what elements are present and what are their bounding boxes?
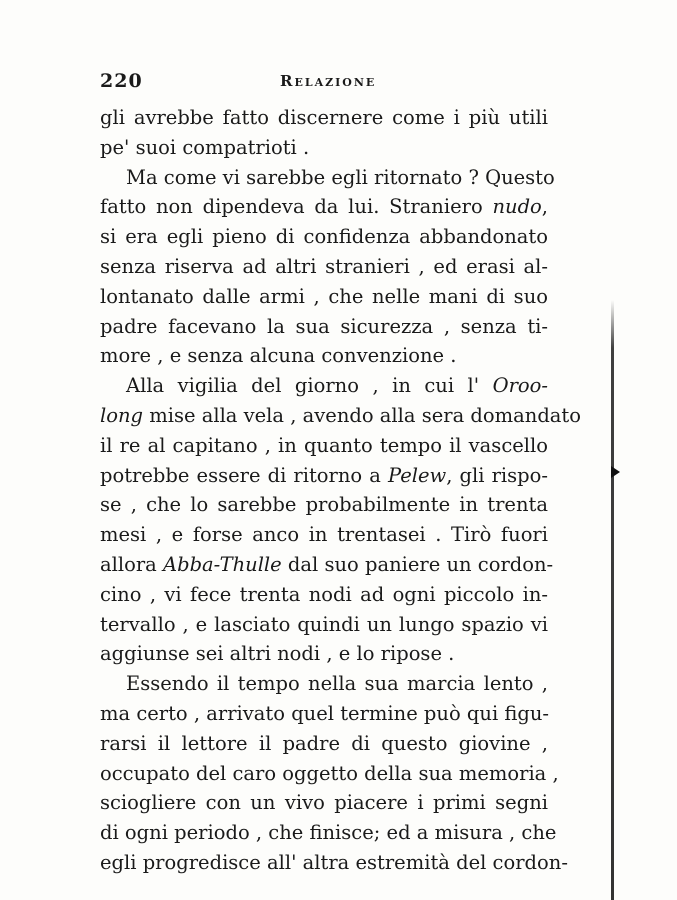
page-number: 220 bbox=[100, 70, 143, 92]
book-spine-shadow bbox=[611, 300, 614, 900]
text-segment: mesi , e forse anco in trentasei . Tirò fuori bbox=[100, 523, 548, 547]
text-line bbox=[100, 192, 548, 222]
text-line bbox=[100, 282, 548, 312]
text-line bbox=[100, 729, 548, 759]
text-line bbox=[100, 848, 568, 878]
running-head: Relazione bbox=[280, 72, 377, 90]
italic-text: long bbox=[100, 403, 144, 427]
text-segment: allora bbox=[100, 552, 163, 576]
text-line bbox=[100, 520, 548, 550]
italic-text: Abba-Thulle bbox=[163, 552, 282, 576]
text-segment: gli avrebbe fatto discernere come i più utili bbox=[100, 106, 548, 129]
text-segment: Ma come vi sarebbe egli ritornato ? Questo bbox=[126, 165, 555, 189]
text-segment: rarsi il lettore il padre di questo giovine , bbox=[100, 731, 548, 755]
text-line bbox=[100, 759, 559, 789]
text-segment: il re al capitano , in quanto tempo il vascello bbox=[100, 433, 548, 457]
text-segment: senza riserva ad altri stranieri , ed erasi al- bbox=[100, 254, 548, 278]
text-segment: aggiunse sei altri nodi , e lo ripose . bbox=[100, 642, 455, 666]
text-segment: di ogni periodo , che finisce; ed a misura , che bbox=[100, 821, 557, 845]
text-line bbox=[100, 133, 548, 163]
text-line bbox=[100, 610, 548, 640]
text-segment: si era egli pieno di confidenza abbandonato bbox=[100, 225, 548, 249]
text-line bbox=[100, 669, 548, 699]
text-segment: dal suo paniere un cordon- bbox=[281, 552, 554, 576]
text-segment: sciogliere con un vivo piacere i primi segni bbox=[100, 791, 548, 815]
text-segment: ma certo , arrivato quel termine può qui figu- bbox=[100, 701, 550, 725]
text-segment: lontanato dalle armi , che nelle mani di suo bbox=[100, 284, 548, 308]
body-text bbox=[100, 103, 582, 878]
text-segment: , bbox=[541, 195, 548, 219]
spine-mark-icon bbox=[611, 466, 620, 478]
text-line bbox=[100, 818, 557, 848]
text-segment: padre facevano la sua sicurezza , senza ti- bbox=[100, 314, 548, 338]
text-line bbox=[100, 431, 548, 461]
italic-text: Oroo- bbox=[492, 374, 548, 398]
italic-text: nudo bbox=[492, 195, 542, 219]
text-segment: Essendo il tempo nella sua marcia lento , bbox=[126, 672, 548, 696]
text-line bbox=[100, 639, 548, 669]
text-segment: , gli rispo- bbox=[446, 463, 548, 487]
text-line bbox=[100, 222, 548, 252]
text-line bbox=[100, 699, 548, 729]
text-segment: mise alla vela , avendo alla sera domandato bbox=[143, 403, 582, 427]
text-segment: cino , vi fece trenta nodi ad ogni piccolo in- bbox=[100, 582, 548, 606]
text-segment: occupato del caro oggetto della sua memoria , bbox=[100, 761, 559, 785]
text-line bbox=[100, 371, 548, 401]
text-segment: fatto non dipendeva da lui. Straniero bbox=[100, 195, 493, 219]
text-line bbox=[100, 163, 555, 193]
text-line bbox=[100, 341, 548, 371]
text-segment: potrebbe essere di ritorno a bbox=[100, 463, 388, 487]
text-segment: Alla vigilia del giorno , in cui l' bbox=[126, 374, 493, 398]
text-line bbox=[100, 788, 548, 818]
text-line bbox=[100, 550, 554, 580]
page-header bbox=[100, 70, 550, 94]
text-segment: egli progredisce all' altra estremità del cordon- bbox=[100, 850, 568, 874]
text-line bbox=[100, 312, 548, 342]
text-line bbox=[100, 580, 548, 610]
text-segment: tervallo , e lasciato quindi un lungo spazio vi bbox=[100, 612, 548, 636]
text-line bbox=[100, 401, 582, 431]
text-line bbox=[100, 490, 548, 520]
italic-text: Pelew bbox=[387, 463, 447, 487]
text-line bbox=[100, 252, 548, 282]
text-segment: pe' suoi compatrioti . bbox=[100, 135, 310, 159]
text-segment: more , e senza alcuna convenzione . bbox=[100, 344, 457, 368]
text-line bbox=[100, 103, 548, 133]
text-line bbox=[100, 461, 548, 491]
text-segment: se , che lo sarebbe probabilmente in trenta bbox=[100, 493, 548, 517]
